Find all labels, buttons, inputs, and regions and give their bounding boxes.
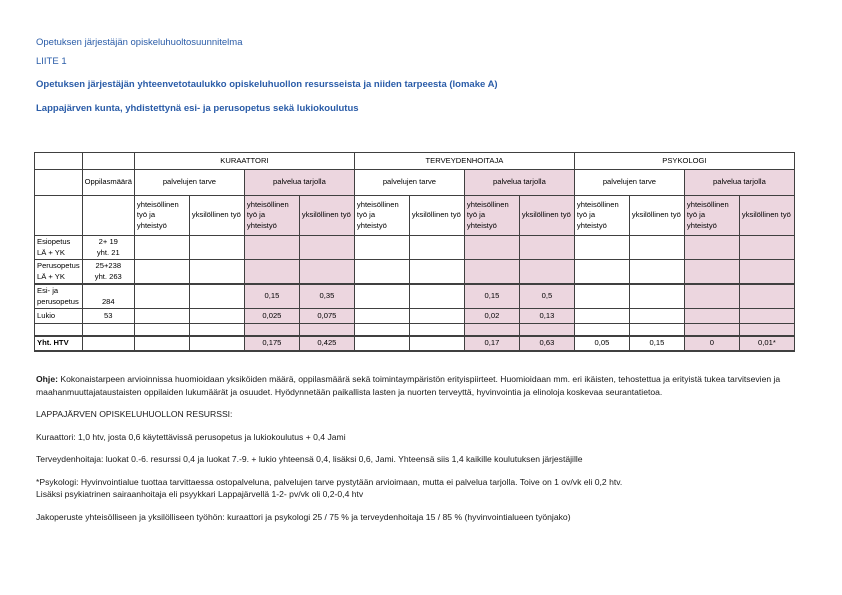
value-cell: [189, 309, 244, 324]
value-cell: [684, 260, 739, 285]
value-cell: [629, 284, 684, 309]
value-cell: [684, 309, 739, 324]
value-cell: [354, 324, 409, 336]
communal-work-header: yhteisöllinen työ ja yhteistyö: [464, 196, 519, 236]
value-cell: [409, 336, 464, 351]
value-cell: [189, 284, 244, 309]
need-offer-header-row: [35, 170, 795, 196]
value-cell: [189, 236, 244, 260]
row-label: Lukio: [35, 309, 83, 324]
value-cell: [684, 236, 739, 260]
resource-table: [34, 152, 795, 352]
value-cell: [189, 336, 244, 351]
value-cell: 0,63: [519, 336, 574, 351]
value-cell: [409, 309, 464, 324]
students-count: 2+ 19 yht. 21: [82, 236, 134, 260]
value-cell: [354, 260, 409, 285]
value-cell: [739, 324, 794, 336]
note-paragraph: Ohje: Kokonaistarpeen arvioinnissa huomioidaan yksiköiden määrä, oppilasmäärä sekä toimintaympäristön erityispiirteet. Huomioidaan mm. eri ikäisten, tehostettua ja erityistä tukea tarvitsevien ja maahanmuuttajataustaisten oppilaiden lukumäärät ja osuudet. Hyödynnetään paikallista lasten ja nuorten terveyttä, hyvinvointia ja elinoloja koskevaa seurantatietoa.: [36, 374, 781, 397]
value-cell: [574, 284, 629, 309]
empty-cell: [35, 196, 83, 236]
students-count: [82, 324, 134, 336]
doc-heading-line2: LIITE 1: [36, 56, 67, 67]
value-cell: 0: [684, 336, 739, 351]
students-header: Oppilasmäärä: [82, 170, 134, 196]
empty-cell: [82, 196, 134, 236]
table-row: [35, 260, 795, 285]
table-body: [35, 236, 795, 351]
row-label: Esi- ja perusopetus: [35, 284, 83, 309]
value-cell: [519, 260, 574, 285]
value-cell: [684, 324, 739, 336]
value-cell: [629, 309, 684, 324]
value-cell: [134, 236, 189, 260]
value-cell: [739, 260, 794, 285]
group-header-terveydenhoitaja: TERVEYDENHOITAJA: [354, 153, 574, 170]
value-cell: [629, 260, 684, 285]
row-label: Perusopetus LÄ + YK: [35, 260, 83, 285]
value-cell: 0,425: [299, 336, 354, 351]
table-row: [35, 236, 795, 260]
value-cell: [244, 236, 299, 260]
table-row: [35, 324, 795, 336]
value-cell: [354, 284, 409, 309]
value-cell: 0,17: [464, 336, 519, 351]
value-cell: 0,15: [244, 284, 299, 309]
work-type-header-row: [35, 196, 795, 236]
value-cell: [134, 336, 189, 351]
communal-work-header: yhteisöllinen työ ja yhteistyö: [134, 196, 189, 236]
communal-work-header: yhteisöllinen työ ja yhteistyö: [684, 196, 739, 236]
value-cell: 0,075: [299, 309, 354, 324]
value-cell: [134, 324, 189, 336]
students-count: 25+238 yht. 263: [82, 260, 134, 285]
value-cell: [519, 324, 574, 336]
need-header: palvelujen tarve: [354, 170, 464, 196]
doc-subtitle: Lappajärven kunta, yhdistettynä esi- ja perusopetus sekä lukiokoulutus: [36, 103, 359, 114]
value-cell: 0,15: [629, 336, 684, 351]
value-cell: [629, 324, 684, 336]
value-cell: [574, 236, 629, 260]
value-cell: [134, 284, 189, 309]
value-cell: 0,13: [519, 309, 574, 324]
note-paragraph: Kuraattori: 1,0 htv, josta 0,6 käytettävissä perusopetus ja lukiokoulutus + 0,4 Jami: [36, 431, 346, 442]
row-label: [35, 324, 83, 336]
doc-title: Opetuksen järjestäjän yhteenvetotaulukko opiskeluhuollon resursseista ja niiden tarpeesta (lomake A): [36, 79, 498, 90]
value-cell: 0,175: [244, 336, 299, 351]
value-cell: [189, 324, 244, 336]
note-bold-prefix: Ohje:: [36, 374, 61, 384]
value-cell: [464, 236, 519, 260]
value-cell: [464, 260, 519, 285]
value-cell: [244, 260, 299, 285]
offered-header: palvelua tarjolla: [244, 170, 354, 196]
value-cell: [189, 260, 244, 285]
value-cell: [354, 309, 409, 324]
empty-cell: [35, 170, 83, 196]
value-cell: 0,5: [519, 284, 574, 309]
note-paragraph: Jakoperuste yhteisölliseen ja yksilölliseen työhön: kuraattori ja psykologi 25 / 75 % ja terveydenhoitaja 15 / 85 % (hyvinvointialueen työnjako): [36, 511, 571, 522]
offered-header: palvelua tarjolla: [684, 170, 794, 196]
value-cell: [299, 260, 354, 285]
communal-work-header: yhteisöllinen työ ja yhteistyö: [354, 196, 409, 236]
value-cell: [739, 309, 794, 324]
value-cell: [244, 324, 299, 336]
group-header-psykologi: PSYKOLOGI: [574, 153, 794, 170]
value-cell: [299, 236, 354, 260]
value-cell: [134, 260, 189, 285]
value-cell: 0,15: [464, 284, 519, 309]
value-cell: [354, 236, 409, 260]
row-label: Yht. HTV: [35, 336, 83, 351]
value-cell: [574, 324, 629, 336]
group-header-row: [35, 153, 795, 170]
communal-work-header: yhteisöllinen työ ja yhteistyö: [574, 196, 629, 236]
value-cell: [409, 284, 464, 309]
value-cell: [519, 236, 574, 260]
individual-work-header: yksilöllinen työ: [739, 196, 794, 236]
note-paragraph: LAPPAJÄRVEN OPISKELUHUOLLON RESURSSI:: [36, 409, 233, 419]
value-cell: [409, 260, 464, 285]
table-row: [35, 284, 795, 309]
value-cell: [409, 236, 464, 260]
value-cell: [574, 309, 629, 324]
offered-header: palvelua tarjolla: [464, 170, 574, 196]
value-cell: 0,35: [299, 284, 354, 309]
table-row: [35, 336, 795, 351]
individual-work-header: yksilöllinen työ: [189, 196, 244, 236]
value-cell: [409, 324, 464, 336]
individual-work-header: yksilöllinen työ: [519, 196, 574, 236]
note-paragraph: Terveydenhoitaja: luokat 0.-6. resurssi 0,4 ja luokat 7.-9. + lukio yhteensä 0,4, lisäksi 0,6, Jami. Yhteensä siis 1,4 kaikille koulutuksen järjestäjille: [36, 454, 583, 464]
individual-work-header: yksilöllinen työ: [409, 196, 464, 236]
value-cell: [739, 236, 794, 260]
value-cell: [464, 324, 519, 336]
value-cell: [629, 236, 684, 260]
students-count: 53: [82, 309, 134, 324]
need-header: palvelujen tarve: [574, 170, 684, 196]
individual-work-header: yksilöllinen työ: [299, 196, 354, 236]
value-cell: 0,025: [244, 309, 299, 324]
value-cell: [134, 309, 189, 324]
empty-cell: [35, 153, 83, 170]
value-cell: [299, 324, 354, 336]
students-count: 284: [82, 284, 134, 309]
need-header: palvelujen tarve: [134, 170, 244, 196]
value-cell: 0,05: [574, 336, 629, 351]
table-row: [35, 309, 795, 324]
value-cell: [739, 284, 794, 309]
doc-heading-line1: Opetuksen järjestäjän opiskeluhuoltosuunnitelma: [36, 37, 243, 48]
communal-work-header: yhteisöllinen työ ja yhteistyö: [244, 196, 299, 236]
value-cell: [354, 336, 409, 351]
row-label: Esiopetus LÄ + YK: [35, 236, 83, 260]
value-cell: 0,02: [464, 309, 519, 324]
group-header-kuraattori: KURAATTORI: [134, 153, 354, 170]
value-cell: 0,01*: [739, 336, 794, 351]
empty-cell: [82, 153, 134, 170]
value-cell: [684, 284, 739, 309]
individual-work-header: yksilöllinen työ: [629, 196, 684, 236]
notes: [36, 373, 816, 533]
students-count: [82, 336, 134, 351]
note-paragraph: *Psykologi: Hyvinvointialue tuottaa tarvittaessa ostopalveluna, palvelujen tarve pystytään arvioimaan, mutta ei palvelua tarjolla. Toive on 1 ov/vk eli 0,2 htv. Lisäksi psykiatrinen sairaanhoitaja eli psyykkari Lappajärvellä 1-2- pv/vk oli 0,2-0,4 htv: [36, 476, 623, 499]
value-cell: [574, 260, 629, 285]
